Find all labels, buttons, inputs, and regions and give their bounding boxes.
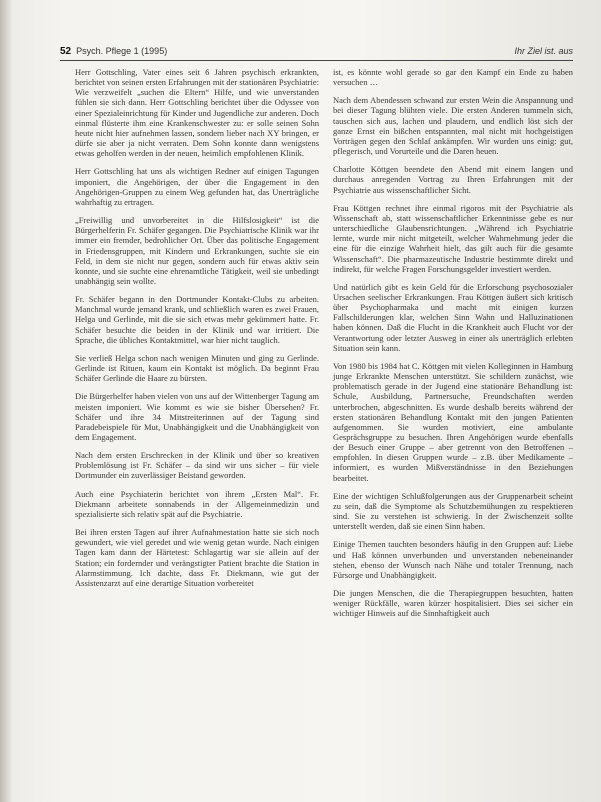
paragraph: Nach dem Abendessen schwand zur ersten Wein die Anspannung und bei dieser Tagung blühten viele. Die ersten Anderen tummeln sich, tauschen sich aus, lachen und plaudern, und endlich löst sich der ganze Ernst ein bißchen entspannten, mal nicht mit hochgeistigen Vorträgen gegen den Schlaf ankämpfen. Wir wurden uns einig: gut, pflegerisch, und Vorurteile und die Daren heuen. xyxy=(333,95,573,157)
page-number: 52 xyxy=(60,46,72,57)
paragraph: Auch eine Psychiaterin berichtet von ihrem „Ersten Mal“. Fr. Diekmann arbeitete sonnabends in der Allgemeinmedizin und spezialisierte sich relativ spät auf die Psychiatrie. xyxy=(75,488,319,519)
paragraph: Von 1980 bis 1984 hat C. Köttgen mit vielen Kolleginnen in Hamburg junge Erkrankte Menschen unterstützt. Sie schildern zunächst, wie problematisch gerade in der Jugend eine stationäre Behandlung ist: Schule, Ausbildung, Partnersuche, Freundschaften werden unterbrochen, abgeschnitten. Es wurde deshalb bereits während der ersten stationären Behandlung Kontakt mit den jungen Patienten aufgenommen. Sie wurden motiviert, eine ambulante Gesprächsgruppe zu besuchen. Ihren Angehörigen wurde ebenfalls der Besuch einer Gruppe – aber getrennt von den Betroffenen – empfohlen. In diesen Gruppen wurde – z.B. über Medikamente – informiert, es wurden Mißverständnisse in den Beziehungen bearbeitet. xyxy=(333,360,573,483)
paragraph: Charlotte Köttgen beendete den Abend mit einem langen und durchaus anregenden Vortrag zu Ihren Erfahrungen mit der Psychiatrie aus wissenschaftlicher Sicht. xyxy=(333,164,573,195)
paragraph: Die jungen Menschen, die die Therapiegruppen besuchten, hatten weniger Rückfälle, waren kürzer hospitalisiert. Dies sei sicher ein wichtiger Hinweis auf die Sinnhaftigkeit auch xyxy=(333,588,573,619)
header-rule xyxy=(60,60,573,61)
paragraph: Frau Köttgen rechnet ihre einmal rigoros mit der Psychiatrie als Wissenschaft ab, statt wissenschaftlicher Erkenntnisse gebe es nur unterschiedliche Glaubensrichtungen. „Während ich Psychiatrie lernte, wurde mir nicht mitgeteilt, welcher Wahrnehmung jeder die eine für die einzige Wahrheit hielt, das gilt auch für die gesamte Wissenschaft“. Die pharmazeutische Industrie bestimmte direkt und indirekt, für welche Fragen Forschungsgelder investiert werden. xyxy=(333,202,573,274)
paragraph: Einige Themen tauchten besonders häufig in den Gruppen auf: Liebe und Haß können unverbunden und unverstanden nebeneinander stehen, ebenso der Wunsch nach Nähe und totaler Trennung, nach Fürsorge und Unabhängigkeit. xyxy=(333,539,573,580)
paragraph: Sie verließ Helga schon nach wenigen Minuten und ging zu Gerlinde. Gerlinde ist Rituen, kaum ein Kontakt ist möglich. Da beginnt Frau Schäfer Gerlinde die Haare zu bürsten. xyxy=(75,352,319,384)
paragraph: Und natürlich gibt es kein Geld für die Erforschung psychosozialer Ursachen seelischer Erkrankungen. Frau Köttgen äußert sich kritisch über Psychopharmaka und macht mit einigen kurzen Fallschilderungen klar, welchen Sinn Wahn und Halluzinationen haben können. Daß die Flucht in die Krankheit auch Flucht vor der Verantwortung oder letzter Ausweg in einer als unerträglich erlebten Situation sein kann. xyxy=(333,281,573,353)
paragraph: Herr Gottschling, Vater eines seit 6 Jahren psychisch erkrankten, berichtet von seinen ersten Erfahrungen mit der stationären Psychiatrie: Wie verzweifelt „suchen die Eltern“ Hilfe, und wie unverstanden fühlen sie sich dann. Herr Gottschling berichtet über die Odyssee von einer Spezialeinrichtung für Kinder und Jugendliche zur anderen. Doch einmal flüsterte ihm eine Krankenschwester zu: er solle seinen Sohn heute nicht hier aufnehmen lassen, sondern lieber nach XY bringen, er dürfe sie aber ja nicht verraten. Dem Sohn konnte dann wenigstens etwas geholfen werden in der neuen, heimlich empfohlenen Klinik. xyxy=(75,67,319,159)
paragraph: Bei ihren ersten Tagen auf ihrer Aufnahmestation hatte sie sich noch gewundert, wie viel geredet und wie wenig getan wurde. Nach einigen Tagen kam dann der Härtetest: Schlagartig war sie allein auf der Station; ein fordernder und verängstigter Patient brachte die Station in Alarmstimmung. Ich dachte, dass Fr. Diekmann, wie gut der Assistenzarzt auf eine derartige Situation vorbereitet xyxy=(75,527,319,588)
paragraph: „Freiwillig und unvorbereitet in die Hilfslosigkeit“ ist die Bürgerhelferin Fr. Schäfer gegangen. Die Psychiatrische Klinik war ihr immer ein fremder, bedrohlicher Ort. Über das politische Engagement in Friedensgruppen, mit Kindern und Erkrankungen, suchte sie ein Feld, in dem sie nicht nur gegen, sondern auch für etwas aktiv sein konnte, und sie suchte eine ehrenamtliche Tätigkeit, weil sie unbedingt unabhängig sein wollte. xyxy=(75,215,319,286)
right-column xyxy=(333,67,573,627)
page-gutter-shadow xyxy=(0,0,12,802)
running-title: Ihr Ziel ist. aus xyxy=(514,46,573,56)
paragraph: Eine der wichtigen Schlußfolgerungen aus der Gruppenarbeit scheint zu sein, daß die Symptome als Schutzbemühungen zu respektieren sind. Sie zu verstehen ist schwierig. In der Zwischenzeit sollte unterstellt werden, daß sie einen Sinn haben. xyxy=(333,490,573,532)
header-left xyxy=(60,46,167,57)
paragraph: Die Bürgerhelfer haben vielen von uns auf der Wittenberger Tagung am meisten imponiert. Wie kommt es wie sie bisher Übersehen? Fr. Schäfer und ihre 34 Mitstreiterinnen auf der Tagung sind Paradebeispiele für Mut, Unabhängigkeit und die Unabhängigkeit von dem Engagement. xyxy=(75,391,319,442)
page-header xyxy=(60,46,573,60)
paragraph: Fr. Schäfer begann in den Dortmunder Kontakt-Clubs zu arbeiten. Manchmal wurde jemand krank, und schließlich waren es zwei Frauen, Helga und Gerlinde, mit die sie sich etwas mehr gekümmert hatte. Fr. Schäfer besuchte die beiden in der Klinik und war irritiert. Die Sprache, die übliches Kontaktmittel, war hier nicht tauglich. xyxy=(75,294,319,345)
journal-name: Psych. Pflege 1 (1995) xyxy=(76,46,168,56)
paragraph: Nach dem ersten Erschrecken in der Klinik und über so kreativen Problemlösung ist Fr. Schäfer – da sind wir uns sicher – für viele Dortmunder ein zuverlässiger Beistand geworden. xyxy=(75,450,319,481)
left-column xyxy=(75,67,319,596)
paragraph: Herr Gottschling hat uns als wichtigen Redner auf einigen Tagungen imponiert, die Angehörigen, der über die Engagement in den Angehörigen-Gruppen zu einem Weg gefunden hat, das Unerträgliche wahrhaftig zu ertragen. xyxy=(75,166,319,207)
paragraph: ist, es könnte wohl gerade so gar den Kampf ein Ende zu haben versuchen … xyxy=(333,67,573,88)
